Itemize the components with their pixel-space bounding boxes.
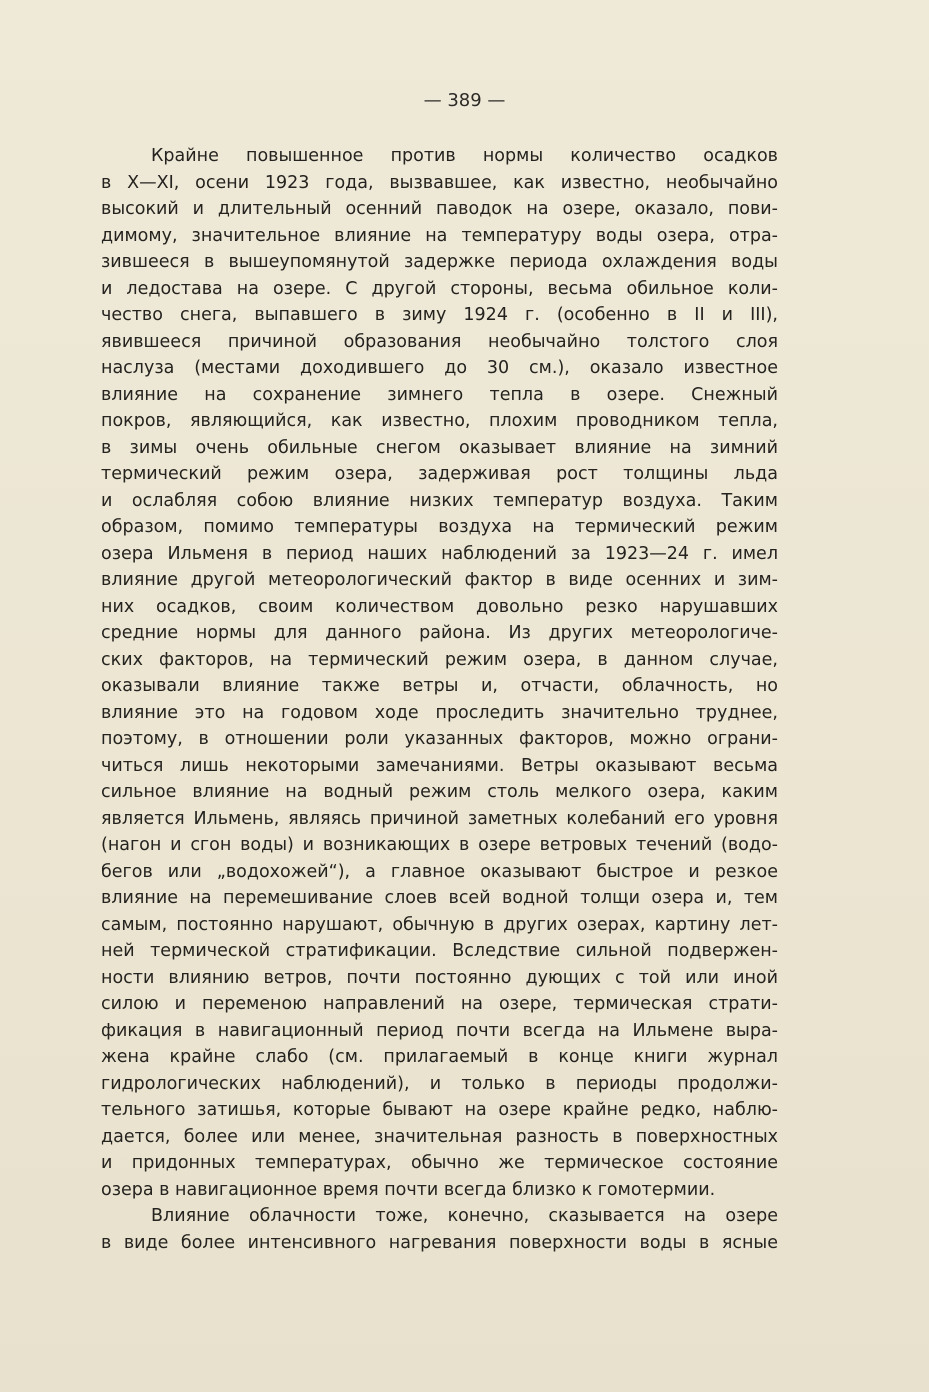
text-line: и ледостава на озере. С другой стороны, весьма обильное коли-	[101, 278, 778, 299]
text-line: чество снега, выпавшего в зиму 1924 г. (особенно в II и III),	[101, 305, 778, 325]
text-line: термический режим озера, задерживая рост толщины льда	[101, 464, 778, 484]
text-line: в зимы очень обильные снегом оказывает влияние на зимний	[101, 437, 778, 458]
text-line: влияние на сохранение зимнего тепла в озере. Снежный	[101, 384, 778, 405]
text-line: ских факторов, на термический режим озера, в данном случае,	[101, 649, 778, 670]
text-line: них осадков, своим количеством довольно резко нарушавших	[101, 596, 778, 617]
text-line: влияние на перемешивание слоев всей водной толщи озера и, тем	[101, 888, 778, 908]
text-line: и ослабляя собою влияние низких температур воздуха. Таким	[101, 490, 778, 511]
page-number: — 389 —	[423, 90, 506, 111]
text-line: сильное влияние на водный режим столь мелкого озера, каким	[101, 782, 778, 802]
text-line: дается, более или менее, значительная разность в поверхностных	[101, 1126, 778, 1147]
text-line: в виде более интенсивного нагревания поверхности воды в ясные	[101, 1232, 778, 1253]
text-line: явившееся причиной образования необычайно толстого слоя	[101, 331, 778, 352]
text-line: ности влиянию ветров, почти постоянно дующих с той или иной	[101, 967, 778, 988]
text-line: образом, помимо температуры воздуха на термический режим	[101, 517, 778, 537]
text-line: зившееся в вышеупомянутой задержке периода охлаждения воды	[101, 252, 778, 272]
text-line: самым, постоянно нарушают, обычную в других озерах, картину лет-	[101, 914, 778, 935]
text-line: Крайне повышенное против нормы количество осадков	[151, 146, 778, 166]
text-line: жена крайне слабо (см. прилагаемый в конце книги журнал	[101, 1047, 778, 1067]
text-line: оказывали влияние также ветры и, отчасти, облачность, но	[101, 676, 778, 696]
text-line: в X—XI, осени 1923 года, вызвавшее, как известно, необычайно	[101, 172, 778, 193]
text-line: влияние другой метеорологический фактор в виде осенних и зим-	[101, 570, 778, 590]
text-line: Влияние облачности тоже, конечно, сказывается на озере	[151, 1206, 778, 1226]
text-line: покров, являющийся, как известно, плохим проводником тепла,	[101, 411, 778, 431]
text-line: средние нормы для данного района. Из других метеорологиче-	[101, 623, 778, 643]
text-line: (нагон и сгон воды) и возникающих в озере ветровых течений (водо-	[101, 835, 778, 855]
text-line: димому, значительное влияние на температуру воды озера, отра-	[101, 225, 778, 246]
text-line: читься лишь некоторыми замечаниями. Ветры оказывают весьма	[101, 755, 778, 776]
text-line: и придонных температурах, обычно же термическое состояние	[101, 1153, 778, 1173]
text-line: ней термической стратификации. Вследствие сильной подвержен-	[101, 941, 778, 961]
text-line: озера в навигационное время почти всегда близко к гомотермии.	[101, 1179, 716, 1200]
text-line: поэтому, в отношении роли указанных факторов, можно ограни-	[101, 729, 778, 749]
text-line: гидрологических наблюдений), и только в периоды продолжи-	[101, 1073, 778, 1094]
body-text	[101, 143, 778, 1256]
text-line: высокий и длительный осенний паводок на озере, оказало, пови-	[101, 199, 778, 219]
text-line: тельного затишья, которые бывают на озере крайне редко, наблю-	[101, 1100, 778, 1120]
text-line: озера Ильменя в период наших наблюдений за 1923—24 г. имел	[101, 543, 778, 564]
text-line: влияние это на годовом ходе проследить значительно труднее,	[101, 702, 778, 723]
text-line: является Ильмень, являясь причиной заметных колебаний его уровня	[101, 808, 778, 829]
text-line: силою и переменою направлений на озере, термическая страти-	[101, 994, 778, 1014]
text-line: фикация в навигационный период почти всегда на Ильмене выра-	[101, 1020, 778, 1041]
text-line: наслуза (местами доходившего до 30 см.), оказало известное	[101, 358, 778, 378]
text-line: бегов или „водохожей“), а главное оказывают быстрое и резкое	[101, 861, 778, 882]
